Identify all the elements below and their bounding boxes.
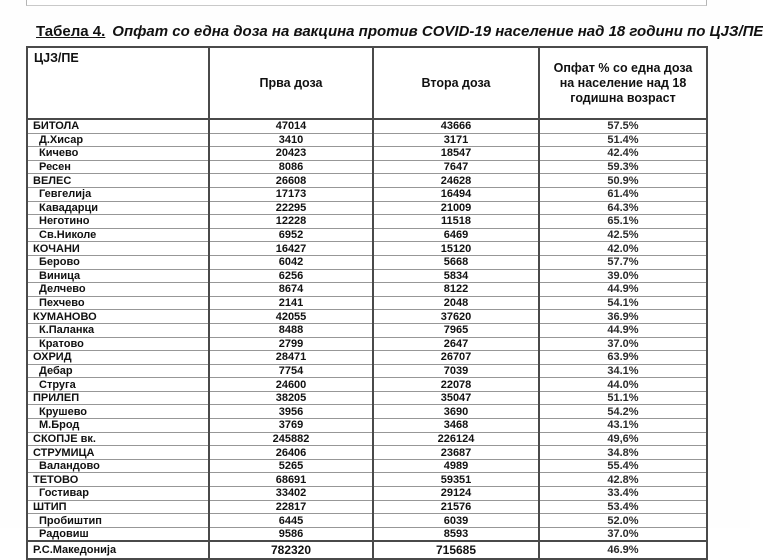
first-dose-cell: 26608 [209, 174, 373, 188]
region-name-cell: ПРИЛЕП [27, 391, 209, 405]
second-dose-cell: 59351 [373, 473, 539, 487]
second-dose-cell: 3468 [373, 419, 539, 433]
second-dose-cell: 16494 [373, 187, 539, 201]
table-row [27, 541, 707, 559]
first-dose-cell: 68691 [209, 473, 373, 487]
second-dose-cell: 6469 [373, 228, 539, 242]
region-name-cell: Д.Хисар [27, 133, 209, 147]
second-dose-cell: 21576 [373, 500, 539, 514]
region-name-cell: Св.Николе [27, 228, 209, 242]
coverage-percent-cell: 42.0% [539, 242, 707, 256]
coverage-percent-cell: 50.9% [539, 174, 707, 188]
corner-header-cell: ЦЈЗ/ПЕ [27, 47, 209, 119]
coverage-percent-cell: 34.1% [539, 364, 707, 378]
first-dose-cell: 6445 [209, 514, 373, 528]
page-title [36, 23, 763, 41]
coverage-percent-cell: 55.4% [539, 459, 707, 473]
coverage-percent-cell: 65.1% [539, 215, 707, 229]
table-row [27, 119, 707, 133]
second-dose-cell: 8122 [373, 283, 539, 297]
table-row [27, 296, 707, 310]
coverage-percent-cell: 64.3% [539, 201, 707, 215]
table-row [27, 405, 707, 419]
coverage-percent-cell: 53.4% [539, 500, 707, 514]
coverage-percent-cell: 49,6% [539, 432, 707, 446]
second-dose-cell: 23687 [373, 446, 539, 460]
table-row [27, 133, 707, 147]
coverage-percent-cell: 57.5% [539, 119, 707, 133]
second-dose-cell: 4989 [373, 459, 539, 473]
region-name-cell: Пехчево [27, 296, 209, 310]
table-row [27, 473, 707, 487]
second-dose-cell: 7039 [373, 364, 539, 378]
table-row [27, 255, 707, 269]
region-name-cell: Кавадарци [27, 201, 209, 215]
coverage-percent-cell: 51.4% [539, 133, 707, 147]
coverage-percent-cell: 44.9% [539, 283, 707, 297]
second-dose-cell: 2048 [373, 296, 539, 310]
first-dose-cell: 22295 [209, 201, 373, 215]
first-dose-cell: 7754 [209, 364, 373, 378]
first-dose-cell: 3769 [209, 419, 373, 433]
coverage-percent-cell: 51.1% [539, 391, 707, 405]
second-dose-cell: 11518 [373, 215, 539, 229]
first-dose-cell: 26406 [209, 446, 373, 460]
first-dose-cell: 12228 [209, 215, 373, 229]
second-dose-cell: 715685 [373, 541, 539, 559]
region-name-cell: Ресен [27, 160, 209, 174]
region-name-cell: Дебар [27, 364, 209, 378]
table-row [27, 527, 707, 541]
region-name-cell: Делчево [27, 283, 209, 297]
first-dose-cell: 8674 [209, 283, 373, 297]
coverage-percent-cell: 42.8% [539, 473, 707, 487]
second-dose-cell: 26707 [373, 351, 539, 365]
region-name-cell: Пробиштип [27, 514, 209, 528]
second-dose-cell: 22078 [373, 378, 539, 392]
region-name-cell: ТЕТОВО [27, 473, 209, 487]
table-row [27, 215, 707, 229]
table-row [27, 419, 707, 433]
table-title-text: Опфат со една доза на вакцина против COVID-19 население над 18 години по ЦЈЗ/ПЕ [112, 23, 763, 40]
first-dose-cell: 38205 [209, 391, 373, 405]
table-row [27, 269, 707, 283]
vaccination-coverage-table [26, 46, 708, 560]
table-row [27, 147, 707, 161]
first-dose-cell: 3956 [209, 405, 373, 419]
coverage-percent-cell: 34.8% [539, 446, 707, 460]
first-dose-cell: 6952 [209, 228, 373, 242]
second-dose-cell: 35047 [373, 391, 539, 405]
region-name-cell: К.Паланка [27, 323, 209, 337]
second-dose-cell: 3171 [373, 133, 539, 147]
first-dose-cell: 28471 [209, 351, 373, 365]
second-dose-cell: 5834 [373, 269, 539, 283]
region-name-cell: Кичево [27, 147, 209, 161]
region-name-cell: Неготино [27, 215, 209, 229]
coverage-percent-cell: 54.2% [539, 405, 707, 419]
first-dose-cell: 2141 [209, 296, 373, 310]
second-dose-cell: 15120 [373, 242, 539, 256]
region-name-cell: БИТОЛА [27, 119, 209, 133]
region-name-cell: Крушево [27, 405, 209, 419]
first-dose-cell: 22817 [209, 500, 373, 514]
second-dose-cell: 21009 [373, 201, 539, 215]
second-dose-cell: 7965 [373, 323, 539, 337]
second-dose-cell: 2647 [373, 337, 539, 351]
region-name-cell: Радовиш [27, 527, 209, 541]
coverage-percent-cell: 54.1% [539, 296, 707, 310]
column-header-second-dose: Втора доза [373, 47, 539, 119]
second-dose-cell: 3690 [373, 405, 539, 419]
region-name-cell: ШТИП [27, 500, 209, 514]
table-row [27, 364, 707, 378]
table-row [27, 187, 707, 201]
coverage-percent-cell: 44.9% [539, 323, 707, 337]
first-dose-cell: 33402 [209, 487, 373, 501]
coverage-percent-cell: 63.9% [539, 351, 707, 365]
column-header-coverage: Опфат % со една доза на население над 18 годишна возраст [539, 47, 707, 119]
table-row [27, 459, 707, 473]
table-row [27, 378, 707, 392]
header-row [27, 47, 707, 119]
first-dose-cell: 782320 [209, 541, 373, 559]
coverage-percent-cell: 59.3% [539, 160, 707, 174]
first-dose-cell: 17173 [209, 187, 373, 201]
table-row [27, 432, 707, 446]
region-name-cell: Струга [27, 378, 209, 392]
first-dose-cell: 24600 [209, 378, 373, 392]
region-name-cell: ОХРИД [27, 351, 209, 365]
table-body [27, 119, 707, 559]
region-name-cell: СТРУМИЦА [27, 446, 209, 460]
second-dose-cell: 43666 [373, 119, 539, 133]
table-row [27, 323, 707, 337]
coverage-percent-cell: 46.9% [539, 541, 707, 559]
table-row [27, 174, 707, 188]
region-name-cell: Р.С.Македонија [27, 541, 209, 559]
table-number-label: Табела 4. [36, 23, 106, 40]
coverage-percent-cell: 61.4% [539, 187, 707, 201]
table-row [27, 514, 707, 528]
table-header [27, 47, 707, 119]
coverage-percent-cell: 43.1% [539, 419, 707, 433]
coverage-percent-cell: 33.4% [539, 487, 707, 501]
first-dose-cell: 16427 [209, 242, 373, 256]
table-row [27, 351, 707, 365]
region-name-cell: Кратово [27, 337, 209, 351]
table-row [27, 160, 707, 174]
previous-table-remnant [26, 0, 707, 6]
first-dose-cell: 3410 [209, 133, 373, 147]
region-name-cell: Валандово [27, 459, 209, 473]
coverage-percent-cell: 37.0% [539, 337, 707, 351]
coverage-percent-cell: 36.9% [539, 310, 707, 324]
second-dose-cell: 6039 [373, 514, 539, 528]
first-dose-cell: 2799 [209, 337, 373, 351]
table-row [27, 337, 707, 351]
coverage-percent-cell: 52.0% [539, 514, 707, 528]
coverage-percent-cell: 44.0% [539, 378, 707, 392]
table-row [27, 228, 707, 242]
second-dose-cell: 7647 [373, 160, 539, 174]
table-row [27, 391, 707, 405]
coverage-percent-cell: 57.7% [539, 255, 707, 269]
table-row [27, 310, 707, 324]
region-name-cell: СКОПЈЕ вк. [27, 432, 209, 446]
first-dose-cell: 6042 [209, 255, 373, 269]
region-name-cell: Гевгелија [27, 187, 209, 201]
region-name-cell: Берово [27, 255, 209, 269]
region-name-cell: КУМАНОВО [27, 310, 209, 324]
region-name-cell: КОЧАНИ [27, 242, 209, 256]
second-dose-cell: 18547 [373, 147, 539, 161]
table-row [27, 201, 707, 215]
first-dose-cell: 9586 [209, 527, 373, 541]
first-dose-cell: 245882 [209, 432, 373, 446]
second-dose-cell: 24628 [373, 174, 539, 188]
table-row [27, 500, 707, 514]
table-row [27, 487, 707, 501]
second-dose-cell: 226124 [373, 432, 539, 446]
region-name-cell: ВЕЛЕС [27, 174, 209, 188]
second-dose-cell: 5668 [373, 255, 539, 269]
first-dose-cell: 8488 [209, 323, 373, 337]
column-header-first-dose: Прва доза [209, 47, 373, 119]
table-row [27, 283, 707, 297]
first-dose-cell: 5265 [209, 459, 373, 473]
coverage-percent-cell: 39.0% [539, 269, 707, 283]
table-row [27, 242, 707, 256]
coverage-percent-cell: 42.5% [539, 228, 707, 242]
first-dose-cell: 20423 [209, 147, 373, 161]
first-dose-cell: 47014 [209, 119, 373, 133]
first-dose-cell: 42055 [209, 310, 373, 324]
first-dose-cell: 8086 [209, 160, 373, 174]
region-name-cell: М.Брод [27, 419, 209, 433]
coverage-percent-cell: 42.4% [539, 147, 707, 161]
second-dose-cell: 8593 [373, 527, 539, 541]
region-name-cell: Гостивар [27, 487, 209, 501]
coverage-percent-cell: 37.0% [539, 527, 707, 541]
table-row [27, 446, 707, 460]
region-name-cell: Виница [27, 269, 209, 283]
second-dose-cell: 29124 [373, 487, 539, 501]
second-dose-cell: 37620 [373, 310, 539, 324]
first-dose-cell: 6256 [209, 269, 373, 283]
